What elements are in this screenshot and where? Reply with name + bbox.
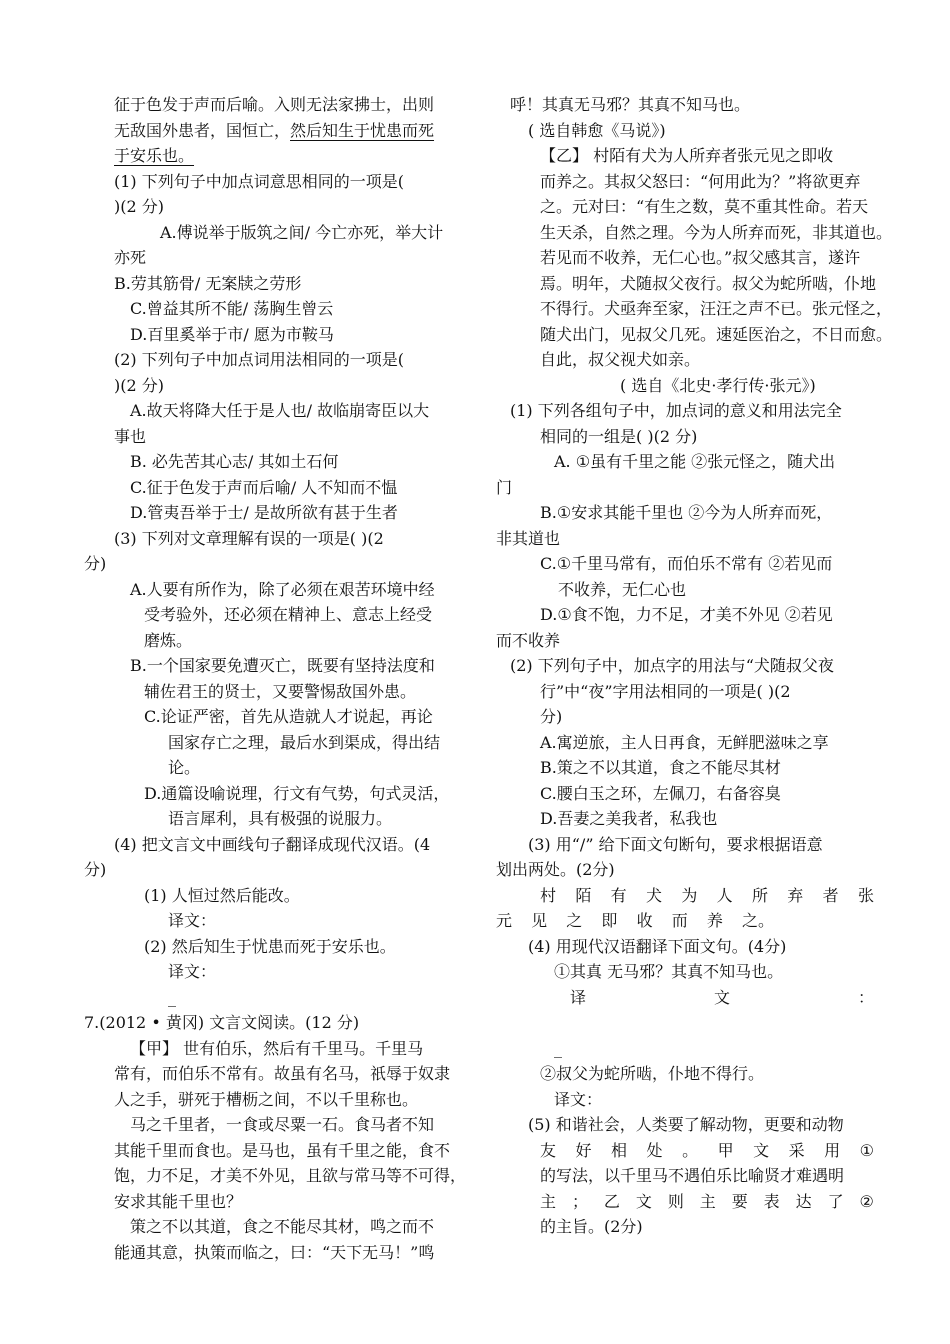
text-line <box>496 755 874 781</box>
text-line <box>84 806 470 832</box>
text-line <box>84 500 470 526</box>
text-line <box>84 449 470 475</box>
line-text: 分) <box>84 860 107 879</box>
spaced-char: 甲 <box>717 1140 734 1160</box>
line-text: _ <box>168 987 176 1007</box>
line-text: D.百里奚举于市/ 愿为市鞍马 <box>130 324 334 344</box>
text-line <box>84 347 470 373</box>
text-line <box>84 398 470 424</box>
line-text: 受考验外，还必须在精神上、意志上经受 <box>144 605 433 624</box>
spaced-char: 则 <box>667 1191 684 1211</box>
line-text: 磨炼。 <box>144 630 193 650</box>
text-line <box>496 398 874 424</box>
line-text: 【乙】 村陌有犬为人所弃者张元见之即收 <box>540 146 834 165</box>
line-text: 无敌国外患者，国恒亡， <box>114 120 291 140</box>
spaced-char: 友 <box>540 1140 557 1160</box>
line-text: 呼！其真无马邪？其真不知马也。 <box>510 95 751 114</box>
spaced-char: 了 <box>827 1191 844 1211</box>
text-line <box>496 169 874 195</box>
line-text: 划出两处。(2分) <box>496 860 615 879</box>
text-line <box>84 169 470 195</box>
spaced-char: 收 <box>636 911 653 930</box>
line-text: A. ①虽有千里之能 ②张元怪之，随犬出 <box>554 452 836 471</box>
text-line <box>496 118 874 144</box>
spaced-char: 相 <box>611 1140 628 1160</box>
text-line <box>496 1112 874 1138</box>
text-line <box>84 143 470 169</box>
line-text: 论。 <box>168 758 201 777</box>
text-line <box>496 322 893 348</box>
text-line <box>496 908 774 934</box>
spaced-char: 人 <box>716 885 733 905</box>
text-line <box>496 577 874 603</box>
text-line <box>496 424 874 450</box>
text-line <box>84 781 470 807</box>
line-text: B. 必先苦其心志/ 其如土石何 <box>130 452 339 471</box>
text-line <box>496 806 874 832</box>
spaced-char: 乙 <box>603 1191 620 1211</box>
spaced-char: ② <box>859 1191 874 1211</box>
text-line <box>496 475 874 501</box>
spaced-char: 犬 <box>645 885 662 905</box>
text-line <box>84 883 470 909</box>
line-text: 饱，力不足，才美不外见，且欲与常马等不可得， <box>114 1166 467 1185</box>
spaced-char: 文 <box>635 1191 652 1211</box>
text-line <box>496 934 874 960</box>
line-text: (2) 下列句子中，加点字的用法与“犬随叔父夜 <box>510 656 834 675</box>
text-line <box>84 1087 470 1113</box>
line-text: 生天杀，自然之理。今为人所弃而死，非其道也。 <box>540 222 893 242</box>
spaced-char: 有 <box>610 885 627 905</box>
spaced-char: 文 <box>753 1140 770 1160</box>
line-text: 门 <box>496 477 513 497</box>
spaced-char: ① <box>859 1140 874 1160</box>
line-text: C.论证严密，首先从造就人才说起，再论 <box>144 707 433 726</box>
line-text: B.策之不以其道，食之不能尽其材 <box>540 758 781 777</box>
line-text: 行”中“夜”字用法相同的一项是( )(2 <box>540 681 791 701</box>
spaced-char: 达 <box>795 1191 812 1211</box>
text-line <box>496 832 874 858</box>
spaced-char: 陌 <box>575 885 592 905</box>
left-column <box>84 92 470 1265</box>
line-text: C.曾益其所不能/ 荡胸生曾云 <box>130 299 334 318</box>
text-line <box>496 373 874 399</box>
text-line <box>84 857 470 883</box>
text-line <box>496 1036 874 1062</box>
line-text: 亦死 <box>114 248 147 267</box>
text-line <box>84 908 470 934</box>
line-text: D.①食不饱，力不足，才美不外见 ②若见 <box>540 605 833 624</box>
spaced-char: 要 <box>731 1191 748 1211</box>
text-line <box>496 526 874 552</box>
line-text: 语言犀利，具有极强的说服力。 <box>168 809 393 828</box>
text-line <box>84 526 470 552</box>
line-text: (1) 下列各组句子中，加点词的意义和用法完全 <box>510 401 842 420</box>
line-text: 而养之。其叔父怒曰：“何用此为？”将欲更弃 <box>540 171 861 191</box>
spaced-char: 表 <box>763 1191 780 1211</box>
line-text: 国家存亡之理，最后水到渠成，得出结 <box>168 732 441 752</box>
text-line <box>84 245 470 271</box>
text-line <box>84 1036 470 1062</box>
text-line <box>496 985 874 1011</box>
underlined-sentence: 然后知生于忧患而死 <box>290 120 435 140</box>
text-line <box>84 934 470 960</box>
text-line <box>84 985 470 1011</box>
spaced-char: 之 <box>566 911 583 930</box>
spaced-char: 文 <box>713 987 730 1007</box>
line-text: 常有，而伯乐不常有。故虽有名马，祇辱于奴隶 <box>114 1064 451 1083</box>
spaced-char: 为 <box>681 885 698 905</box>
text-line <box>84 118 470 144</box>
line-text: ①其真 无马邪？其真不知马也。 <box>554 962 784 981</box>
text-line <box>496 857 874 883</box>
text-line <box>84 1240 470 1266</box>
line-text: (1) 下列句子中加点词意思相同的一项是( <box>114 171 404 191</box>
text-line <box>496 1010 874 1036</box>
text-line <box>84 271 470 297</box>
line-text: ②叔父为蛇所啮，仆地不得行。 <box>540 1064 765 1083</box>
line-text: _ <box>554 1038 562 1058</box>
text-line <box>496 602 874 628</box>
spaced-char: 张 <box>857 885 874 905</box>
text-line <box>84 1189 470 1215</box>
spaced-char: 元 <box>496 911 513 930</box>
spaced-char: 之。 <box>741 911 774 930</box>
text-line <box>84 220 470 246</box>
text-line <box>496 500 874 526</box>
line-text: 7.(2012 • 黄冈) 文言文阅读。(12 分) <box>84 1013 360 1032</box>
text-line <box>84 755 470 781</box>
line-text: 而不收养 <box>496 630 561 650</box>
spaced-char: 用 <box>824 1140 841 1160</box>
text-line <box>496 143 874 169</box>
spaced-char: ： <box>857 987 874 1007</box>
line-text: ( 选自《北史·孝行传·张元》) <box>620 375 816 395</box>
line-text: (4) 把文言文中画线句子翻译成现代汉语。(4 <box>114 834 431 854</box>
text-line <box>84 1112 470 1138</box>
line-text: 非其道也 <box>496 528 561 548</box>
line-text: B.一个国家要免遭灭亡，既要有坚持法度和 <box>130 656 435 675</box>
text-line <box>496 1061 874 1087</box>
text-line <box>496 959 874 985</box>
line-text: 能通其意，执策而临之，曰：“天下无马！”鸣 <box>114 1242 435 1262</box>
text-line <box>84 373 470 399</box>
line-text: D.管夷吾举于士/ 是故所欲有甚于生者 <box>130 503 398 522</box>
line-text: 之。元对曰：“有生之数，莫不重其性命。若天 <box>540 197 869 216</box>
text-line <box>84 679 470 705</box>
line-text: 相同的一组是( )(2 分) <box>540 426 698 446</box>
line-text: C.腰白玉之环，左佩刀，右备容臭 <box>540 783 781 803</box>
spaced-char: 者 <box>822 885 839 905</box>
line-text: 焉。明年，犬随叔父夜行。叔父为蛇所啮，仆地 <box>540 273 877 293</box>
line-text: 人之手，骈死于槽枥之间，不以千里称也。 <box>114 1089 419 1109</box>
spaced-char: 主 <box>540 1191 557 1211</box>
text-line <box>84 730 470 756</box>
text-line <box>84 1214 470 1240</box>
spaced-char: 主 <box>699 1191 716 1211</box>
text-line <box>84 577 470 603</box>
line-text: A.傅说举于版筑之间/ 今亡亦死，举大计 <box>160 222 444 242</box>
text-line <box>496 730 874 756</box>
spaced-char: 弃 <box>787 885 804 905</box>
line-text: 征于色发于声而后喻。入则无法家拂士，出则 <box>114 95 435 114</box>
spaced-char: 养 <box>706 911 723 930</box>
text-line <box>84 1138 470 1164</box>
text-line <box>496 296 893 322</box>
line-text: A.人要有所作为，除了必须在艰苦环境中经 <box>130 579 435 599</box>
text-line <box>496 1087 874 1113</box>
line-text: 若见而不收养，无仁心也。”叔父感其言，遂许 <box>540 248 861 267</box>
line-text: )(2 分) <box>114 375 164 395</box>
spaced-char: 而 <box>671 911 688 930</box>
line-text: 自此，叔父视犬如亲。 <box>540 350 701 369</box>
line-text: (5) 和谐社会，人类要了解动物，更要和动物 <box>528 1115 844 1134</box>
text-line <box>496 245 874 271</box>
text-line <box>496 92 874 118</box>
text-line <box>496 628 874 654</box>
text-line <box>84 551 470 577</box>
spaced-char: 采 <box>788 1140 805 1160</box>
text-line <box>84 704 470 730</box>
line-text: (4) 用现代汉语翻译下面文句。(4分) <box>528 936 787 956</box>
spaced-char: 即 <box>601 911 618 930</box>
spaced-char: 处 <box>646 1140 663 1160</box>
text-line <box>496 1189 874 1215</box>
line-text: 辅佐君王的贤士，又要警惕敌国外患。 <box>144 681 417 701</box>
line-text: B.①安求其能千里也 ②今为人所弃而死， <box>540 503 833 522</box>
line-text: (1) 人恒过然后能改。 <box>144 885 300 905</box>
line-text: (2) 下列句子中加点词用法相同的一项是( <box>114 350 404 369</box>
text-line <box>496 449 874 475</box>
line-text: D.通篇设喻说理，行文有气势，句式灵活， <box>144 783 450 803</box>
spaced-char: ； <box>571 1191 588 1211</box>
line-text: 分) <box>84 554 107 573</box>
line-text: )(2 分) <box>114 197 164 216</box>
line-text: 随犬出门，见叔父几死。速延医治之，不日而愈。 <box>540 324 893 344</box>
line-text: ( 选自韩愈《马说》) <box>528 120 666 140</box>
text-line <box>496 271 877 297</box>
line-text: 译文： <box>554 1089 603 1109</box>
text-line <box>84 194 470 220</box>
spaced-char: 所 <box>751 885 768 905</box>
line-text: (3) 用“/” 给下面文句断句，要求根据语意 <box>528 834 823 854</box>
text-line <box>496 1214 874 1240</box>
line-text: (2) 然后知生于忧患而死于安乐也。 <box>144 936 396 956</box>
text-line <box>496 653 874 679</box>
spaced-char: 好 <box>575 1140 592 1160</box>
text-line <box>84 602 470 628</box>
line-text: C.征于色发于声而后喻/ 人不知而不愠 <box>130 477 398 497</box>
text-line <box>84 1010 470 1036</box>
text-line <box>84 959 470 985</box>
line-text: 马之千里者，一食或尽粟一石。食马者不知 <box>130 1115 435 1134</box>
text-line <box>84 92 470 118</box>
text-line <box>84 1061 470 1087</box>
text-line <box>84 322 470 348</box>
text-line <box>496 1163 874 1189</box>
line-text: 不得行。犬亟奔至家，汪汪之声不已。张元怪之， <box>540 299 893 318</box>
spaced-char: 译 <box>570 987 587 1007</box>
line-text: (3) 下列对文章理解有误的一项是( )(2 <box>114 528 384 548</box>
line-text: A.故天将降大任于是人也/ 故临崩寄臣以大 <box>130 401 430 420</box>
text-line <box>496 220 893 246</box>
text-line <box>496 883 874 909</box>
spaced-char: 见 <box>531 911 548 930</box>
line-text: 的写法，以千里马不遇伯乐比喻贤才难遇明 <box>540 1166 845 1185</box>
line-text: 分) <box>540 707 563 726</box>
text-line <box>84 1163 470 1189</box>
line-text: 译文： <box>168 962 217 981</box>
underlined-sentence: 于安乐也。 <box>114 146 195 165</box>
line-text: 其能千里而食也。是马也，虽有千里之能，食不 <box>114 1140 451 1160</box>
text-line <box>496 551 874 577</box>
spaced-char: 村 <box>540 885 557 905</box>
text-line <box>84 424 470 450</box>
text-line <box>496 679 874 705</box>
line-text: D.吾妻之美我者，私我也 <box>540 809 718 828</box>
line-text: 事也 <box>114 426 147 446</box>
line-text: 译文： <box>168 911 217 930</box>
text-line <box>496 781 874 807</box>
text-line <box>84 475 470 501</box>
text-line <box>84 296 470 322</box>
text-line <box>84 832 470 858</box>
line-text: A.寓逆旅，主人日再食，无鲜肥滋味之享 <box>540 732 829 752</box>
text-line <box>496 704 874 730</box>
line-text: C.①千里马常有，而伯乐不常有 ②若见而 <box>540 554 833 573</box>
text-line <box>84 628 470 654</box>
line-text: B.劳其筋骨/ 无案牍之劳形 <box>114 273 302 293</box>
line-text: 策之不以其道，食之不能尽其材，鸣之而不 <box>130 1217 435 1236</box>
text-line <box>496 347 874 373</box>
line-text: 【甲】 世有伯乐，然后有千里马。千里马 <box>130 1038 424 1058</box>
spaced-char: 。 <box>682 1140 699 1160</box>
line-text: 安求其能千里也？ <box>114 1191 243 1211</box>
text-line <box>496 1138 874 1164</box>
text-line <box>496 194 874 220</box>
line-text: 的主旨。(2分) <box>540 1217 643 1236</box>
right-column <box>496 92 893 1240</box>
line-text: 不收养，无仁心也 <box>558 579 687 599</box>
text-line <box>84 653 470 679</box>
